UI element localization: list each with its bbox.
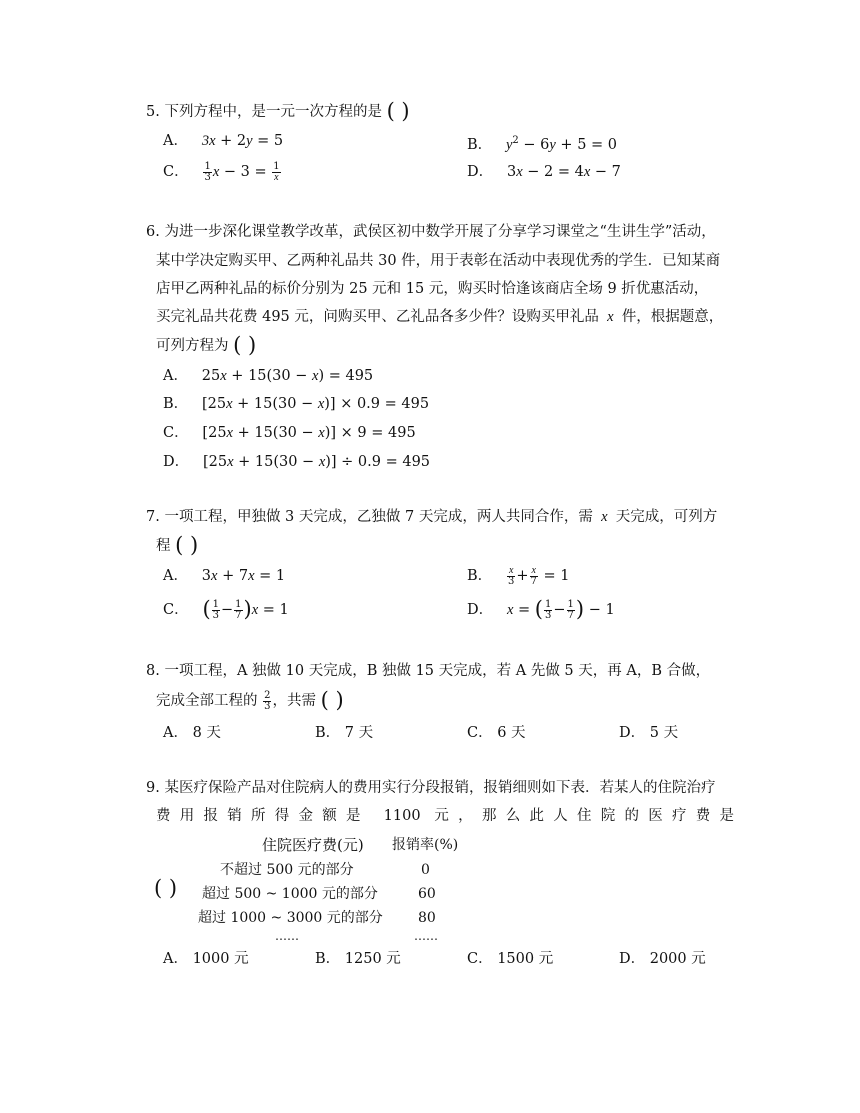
q8-option-b: B． 7 天 — [315, 725, 374, 741]
q7-line-1: 7. 一项工程，甲独做 3 天完成，乙独做 7 天完成，两人共同合作，需 x 天完成，可列方 — [146, 509, 718, 525]
q9-line-1: 9. 某医疗保险产品对住院病人的费用实行分段报销，报销细则如下表．若某人的住院治疗 — [146, 780, 716, 796]
q7-option-a-label: A． — [163, 568, 188, 584]
q6-line-4: 买完礼品共花费 495 元，问购买甲、乙礼品各多少件？设购买甲礼品 x 件，根据题意， — [156, 309, 724, 325]
q5-option-c: C． $\frac{1}{3}$ x − 3 = $\frac{1}{x}$ — [163, 160, 280, 183]
q6-option-d: D． [25x + 15(30 − x)] ÷ 0.9 = 495 — [163, 454, 431, 470]
q9-table-header-rate: 报销率(%) — [392, 837, 459, 853]
q9-option-c: C． 1500 元 — [467, 951, 554, 967]
q6-line-1: 6. 为进一步深化课堂教学改革，武侯区初中数学开展了分享学习课堂之“生讲生学”活动， — [146, 224, 716, 240]
q6-option-a-label: A． — [163, 368, 188, 384]
q7-option-c-label: C． — [163, 602, 189, 618]
q6-option-c: C． [25x + 15(30 − x)] × 9 = 495 — [163, 425, 416, 441]
q7-line-2-text: 程 — [156, 538, 171, 554]
q9-line-2: 费用报销所得金额是 1100 元，那么此人住院的医疗费是 — [156, 808, 734, 824]
q9-table-row-4-cost: …… — [275, 929, 299, 943]
q8-line-2-tail: ，共需 — [272, 693, 316, 709]
q8-line-1: 8. 一项工程，A 独做 10 天完成，B 独做 15 天完成，若 A 先做 5 天，再 A，B 合做， — [146, 663, 711, 679]
q5-answer-paren: ( ) — [386, 99, 410, 123]
q5-option-d: D． 3x − 2 = 4x − 7 — [467, 164, 621, 180]
q5-option-d-label: D． — [467, 164, 494, 180]
q7-option-b-label: B． — [467, 568, 493, 584]
q6-line-4-text: 买完礼品共花费 495 元，问购买甲、乙礼品各多少件？设购买甲礼品 — [156, 309, 599, 325]
q8-line-2: 完成全部工程的 $\frac{2}{3}$ ，共需 ( ) — [156, 688, 344, 712]
q7-line-1-tail: 天完成，可列方 — [615, 509, 718, 525]
q5-option-c-label: C． — [163, 164, 189, 180]
q5-option-a-label: A． — [163, 133, 188, 149]
q9-table-row-3-cost: 超过 1000 ~ 3000 元的部分 — [198, 910, 383, 926]
q6-option-b: B． [25x + 15(30 − x)] × 0.9 = 495 — [163, 396, 430, 412]
q6-option-a: A． 25x + 15(30 − x) = 495 — [163, 368, 374, 384]
q7-line-1-text: 7. 一项工程，甲独做 3 天完成，乙独做 7 天完成，两人共同合作，需 — [146, 509, 593, 525]
q7-line-2 — [156, 535, 198, 557]
q5-option-b-label: B． — [467, 137, 493, 153]
q6-option-c-label: C． — [163, 425, 189, 441]
q9-table-row-2-rate: 60 — [418, 886, 436, 902]
q7-option-d-label: D． — [467, 602, 494, 618]
q9-table-row-3-rate: 80 — [418, 910, 436, 926]
q5-option-a: A． 3x + 2y = 5 — [163, 133, 284, 149]
q7-option-c: C． ( $\frac{1}{3}$ − $\frac{1}{7}$ )x = 1 — [163, 597, 289, 621]
q6-option-d-label: D． — [163, 454, 190, 470]
q5-option-b: B． $y^2 - 6y + 5 = 0$ — [467, 135, 618, 153]
q9-option-d: D． 2000 元 — [619, 951, 706, 967]
q7-option-b: B． $\frac{x}{3}$ + $\frac{x}{7}$ = 1 — [467, 564, 570, 587]
q7-answer-paren: ( ) — [175, 533, 199, 557]
q9-answer-paren — [154, 878, 177, 900]
q8-option-a: A． 8 天 — [163, 725, 221, 741]
q6-line-5 — [156, 335, 256, 357]
q6-option-b-label: B． — [163, 396, 189, 412]
q6-line-2: 某中学决定购买甲、乙两种礼品共 30 件，用于表彰在活动中表现优秀的学生．已知某商 — [156, 253, 721, 269]
q9-option-a: A． 1000 元 — [163, 951, 249, 967]
q6-answer-paren: ( ) — [233, 333, 257, 357]
q9-table-row-1-cost: 不超过 500 元的部分 — [220, 862, 354, 878]
q6-line-3: 店甲乙两种礼品的标价分别为 25 元和 15 元，购买时恰逢该商店全场 9 折优惠活动， — [156, 281, 709, 297]
q9-option-b: B． 1250 元 — [315, 951, 401, 967]
q9-table-header-cost: 住院医疗费(元) — [262, 836, 364, 854]
q7-option-d: D． x = ( $\frac{1}{3}$ − $\frac{1}{7}$ ) − 1 — [467, 597, 615, 621]
q9-table-row-4-rate: …… — [414, 929, 438, 943]
q8-line-2-text: 完成全部工程的 — [156, 693, 258, 709]
q8-option-d: D． 5 天 — [619, 725, 679, 741]
q5-stem-text: 5. 下列方程中，是一元一次方程的是 — [146, 104, 382, 120]
q9-table-row-1-rate: 0 — [421, 862, 430, 878]
q6-line-4-tail: 件，根据题意， — [621, 309, 724, 325]
q9-table-row-2-cost: 超过 500 ~ 1000 元的部分 — [202, 886, 378, 902]
q5-stem — [146, 101, 410, 123]
q8-option-c: C． 6 天 — [467, 725, 526, 741]
q7-option-a: A． 3x + 7x = 1 — [163, 568, 286, 584]
q9-answer-paren-text: ( ) — [154, 876, 178, 900]
q8-answer-paren: ( ) — [320, 688, 344, 712]
q6-line-5-text: 可列方程为 — [156, 338, 229, 354]
